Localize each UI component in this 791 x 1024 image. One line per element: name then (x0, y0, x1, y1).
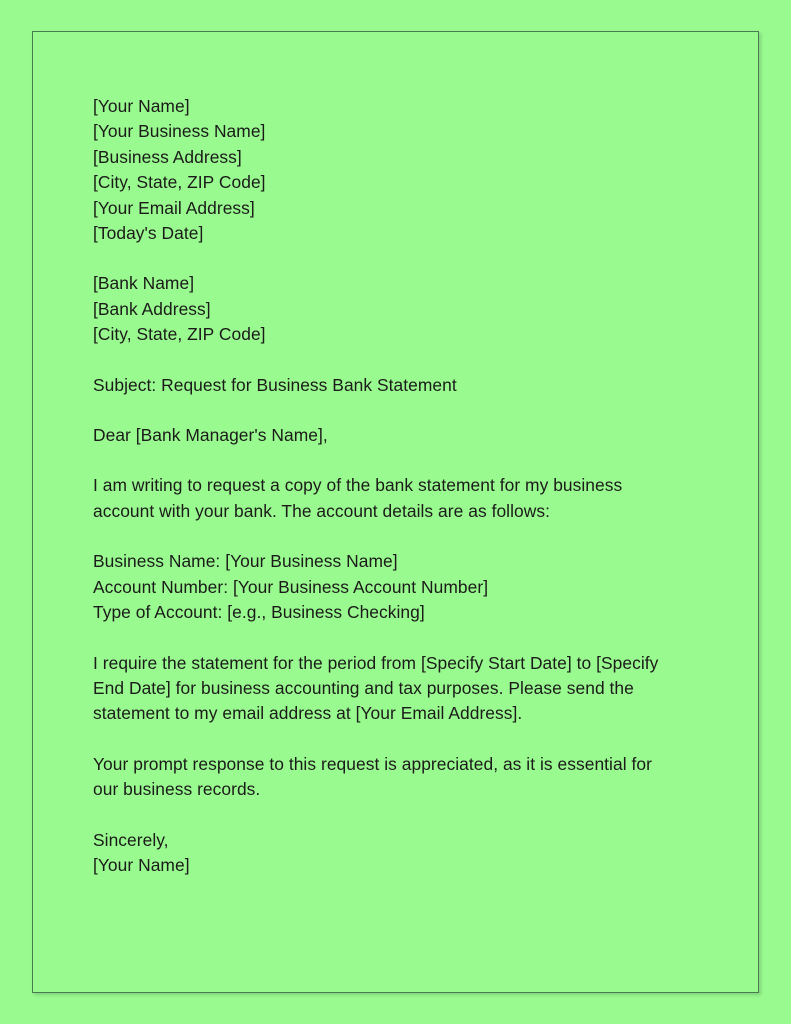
sender-line: [Business Address] (93, 146, 242, 167)
sender-address-block (93, 94, 693, 246)
account-detail-line: Business Name: [Your Business Name] (93, 551, 398, 572)
sender-line: [Your Business Name] (93, 121, 266, 142)
recipient-line: [City, State, ZIP Code] (93, 324, 266, 345)
account-details-block (93, 549, 693, 625)
signature-block (93, 828, 693, 879)
recipient-address-block (93, 271, 693, 347)
intro-paragraph-block (93, 473, 693, 524)
period-paragraph-block (93, 651, 693, 727)
sender-line: [Your Email Address] (93, 197, 255, 218)
account-detail-line: Account Number: [Your Business Account Number] (93, 576, 489, 597)
salutation-line: Dear [Bank Manager's Name], (93, 425, 328, 446)
intro-paragraph: I am writing to request a copy of the bank statement for my business account with your bank. The account details are as follows: (93, 475, 623, 521)
period-paragraph: I require the statement for the period from [Specify Start Date] to [Specify End Date] for business accounting and tax purposes. Please send the statement to my email address at [Your Email Address]. (93, 652, 659, 724)
salutation-block (93, 423, 693, 448)
subject-line: Subject: Request for Business Bank Statement (93, 374, 457, 395)
letter-frame-border (32, 31, 759, 993)
closing-paragraph: Your prompt response to this request is appreciated, as it is essential for our business records. (93, 753, 652, 800)
sender-line: [Today's Date] (93, 223, 204, 244)
subject-block (93, 373, 693, 398)
signature-closing: Sincerely, (93, 829, 169, 850)
recipient-line: [Bank Name] (93, 273, 195, 294)
recipient-line: [Bank Address] (93, 298, 211, 319)
sender-line: [City, State, ZIP Code] (93, 172, 266, 193)
letter-body (93, 94, 693, 878)
closing-paragraph-block (93, 752, 693, 803)
account-detail-line: Type of Account: [e.g., Business Checking] (93, 602, 425, 623)
signature-name: [Your Name] (93, 854, 190, 875)
sender-line: [Your Name] (93, 96, 190, 116)
